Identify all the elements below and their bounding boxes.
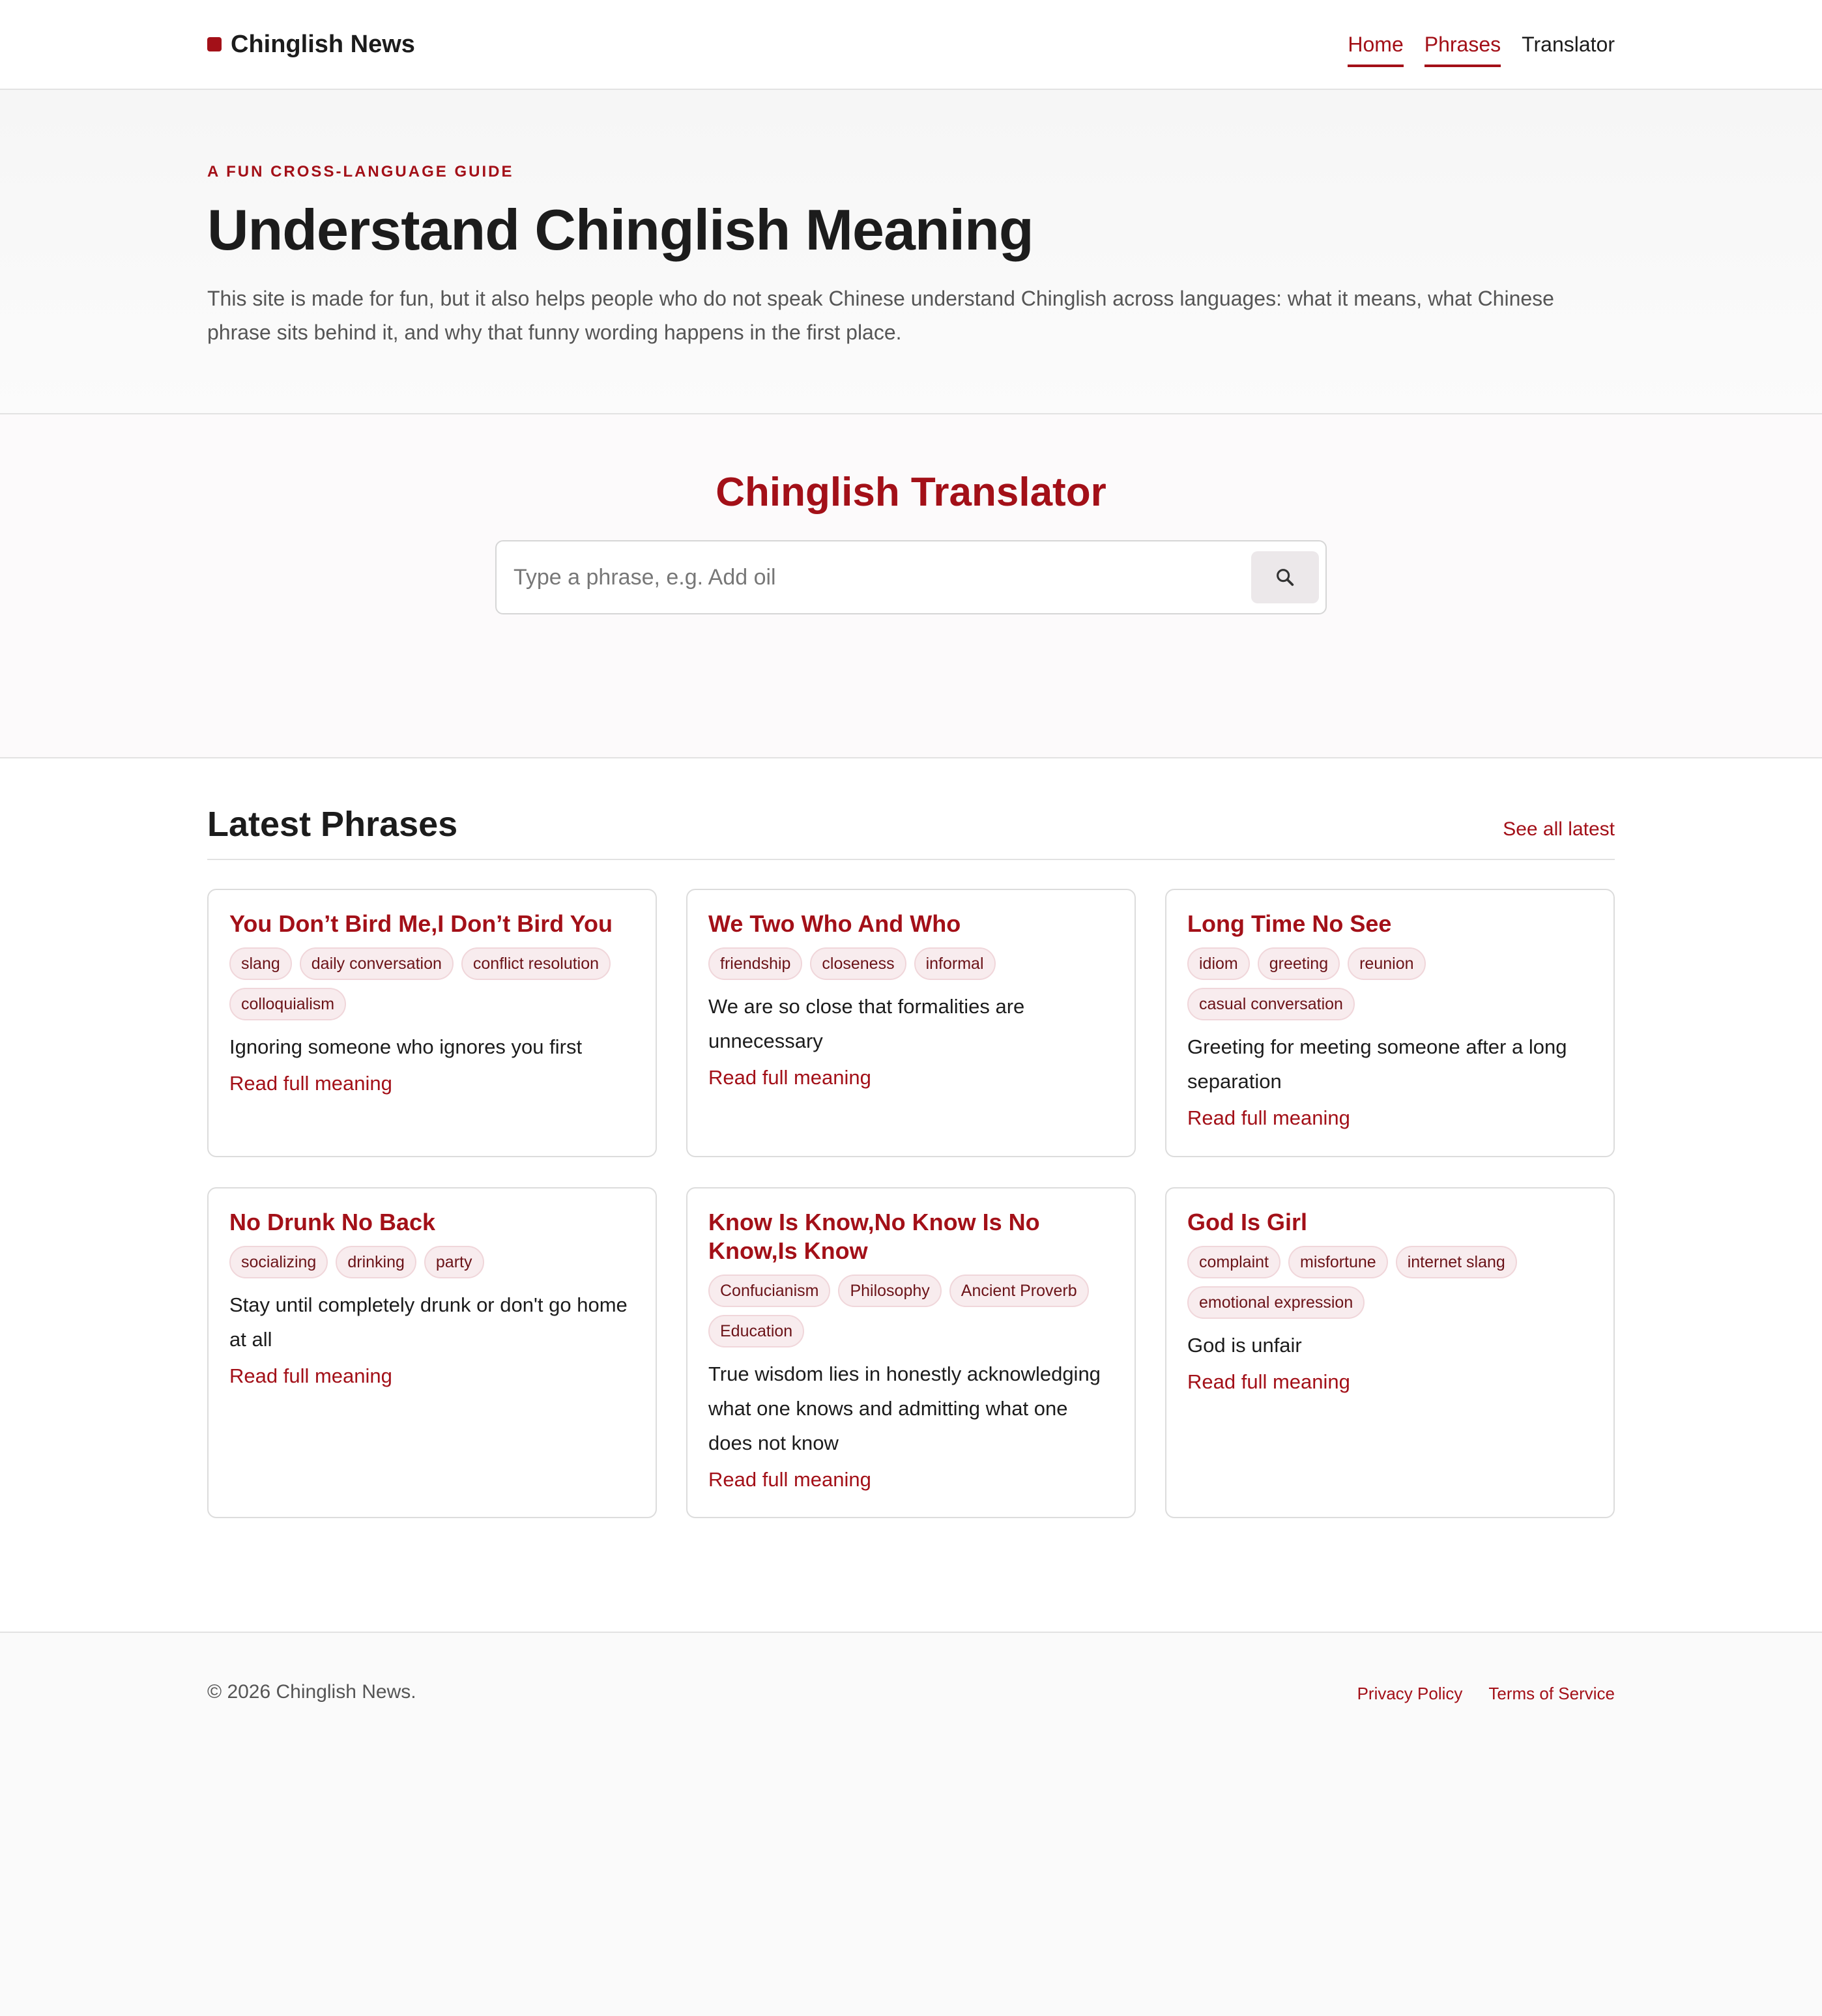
phrase-title[interactable]: We Two Who And Who — [708, 910, 961, 937]
tag[interactable]: socializing — [229, 1246, 328, 1278]
phrase-title[interactable]: Long Time No See — [1187, 910, 1392, 937]
read-full-meaning-link[interactable]: Read full meaning — [229, 1364, 392, 1387]
tag[interactable]: colloquialism — [229, 988, 346, 1020]
read-full-meaning-link[interactable]: Read full meaning — [708, 1468, 871, 1491]
phrase-description: True wisdom lies in honestly acknowledging what one knows and admitting what one does not know — [708, 1362, 1101, 1454]
tag[interactable]: greeting — [1258, 947, 1340, 980]
tag[interactable]: Confucianism — [708, 1274, 830, 1307]
phrase-description: God is unfair — [1187, 1334, 1302, 1357]
phrase-title[interactable]: God Is Girl — [1187, 1209, 1308, 1235]
tag[interactable]: Philosophy — [838, 1274, 941, 1307]
see-all-latest-link[interactable]: See all latest — [1503, 818, 1615, 840]
tag[interactable]: slang — [229, 947, 292, 980]
tag[interactable]: friendship — [708, 947, 802, 980]
tag[interactable]: party — [424, 1246, 484, 1278]
page-title: Understand Chinglish Meaning — [207, 197, 1034, 262]
phrase-card[interactable] — [686, 1187, 1136, 1518]
hero-section — [0, 90, 1822, 414]
latest-phrases-section — [0, 758, 1822, 1633]
tag[interactable]: complaint — [1187, 1246, 1280, 1278]
tag[interactable]: closeness — [810, 947, 906, 980]
footer-links — [1357, 1681, 1615, 1704]
tag[interactable]: emotional expression — [1187, 1286, 1365, 1319]
brand[interactable] — [207, 31, 415, 59]
tag[interactable]: misfortune — [1288, 1246, 1388, 1278]
main-nav — [1348, 0, 1615, 89]
site-footer — [0, 1633, 1822, 2016]
phrase-card[interactable] — [1165, 889, 1615, 1157]
translator-search-box — [495, 540, 1327, 614]
read-full-meaning-link[interactable]: Read full meaning — [1187, 1370, 1350, 1393]
tag-list — [1187, 1246, 1593, 1319]
privacy-policy-link[interactable]: Privacy Policy — [1357, 1684, 1463, 1703]
tag[interactable]: Education — [708, 1315, 804, 1347]
phrase-title[interactable]: Know Is Know,No Know Is No Know,Is Know — [708, 1209, 1040, 1264]
phrase-description: Greeting for meeting someone after a long separation — [1187, 1035, 1567, 1093]
read-full-meaning-link[interactable]: Read full meaning — [1187, 1106, 1350, 1129]
search-button[interactable] — [1251, 551, 1319, 603]
search-icon — [1274, 566, 1296, 588]
phrase-grid — [207, 889, 1615, 1518]
hero-description: This site is made for fun, but it also helps people who do not speak Chinese understand Chinglish across languages: what it means, what Chinese phrase sits behind it, and why that funny wording happens in the first place. — [207, 287, 1554, 344]
hero-eyebrow: A FUN CROSS-LANGUAGE GUIDE — [207, 163, 514, 180]
nav-home[interactable]: Home — [1348, 33, 1403, 67]
tag-list — [229, 947, 635, 1020]
phrase-description: Ignoring someone who ignores you first — [229, 1035, 583, 1058]
read-full-meaning-link[interactable]: Read full meaning — [708, 1066, 871, 1089]
translator-section — [0, 414, 1822, 758]
tag[interactable]: Ancient Proverb — [949, 1274, 1089, 1307]
tag[interactable]: informal — [914, 947, 996, 980]
terms-of-service-link[interactable]: Terms of Service — [1488, 1684, 1615, 1703]
phrase-title[interactable]: You Don’t Bird Me,I Don’t Bird You — [229, 910, 613, 937]
phrase-card[interactable] — [207, 1187, 657, 1518]
tag-list — [229, 1246, 635, 1278]
copyright: © 2026 Chinglish News. — [207, 1681, 416, 1703]
nav-phrases[interactable]: Phrases — [1424, 33, 1501, 67]
phrase-card[interactable] — [207, 889, 657, 1157]
brand-logo-icon — [207, 37, 222, 51]
latest-header — [207, 804, 1615, 860]
brand-name: Chinglish News — [231, 30, 415, 58]
translator-title: Chinglish Translator — [716, 470, 1106, 515]
phrase-description: Stay until completely drunk or don't go home at all — [229, 1293, 628, 1351]
tag-list — [708, 1274, 1114, 1347]
tag[interactable]: internet slang — [1396, 1246, 1517, 1278]
tag-list — [1187, 947, 1593, 1020]
read-full-meaning-link[interactable]: Read full meaning — [229, 1072, 392, 1095]
site-header — [0, 0, 1822, 90]
translator-input[interactable] — [512, 564, 1251, 591]
phrase-card[interactable] — [1165, 1187, 1615, 1518]
phrase-title[interactable]: No Drunk No Back — [229, 1209, 436, 1235]
tag[interactable]: idiom — [1187, 947, 1250, 980]
tag[interactable]: reunion — [1348, 947, 1425, 980]
nav-translator[interactable]: Translator — [1522, 32, 1615, 56]
phrase-description: We are so close that formalities are unnecessary — [708, 995, 1025, 1052]
tag[interactable]: drinking — [336, 1246, 416, 1278]
latest-title: Latest Phrases — [207, 805, 458, 844]
tag[interactable]: daily conversation — [300, 947, 454, 980]
tag[interactable]: conflict resolution — [461, 947, 611, 980]
tag-list — [708, 947, 1114, 980]
phrase-card[interactable] — [686, 889, 1136, 1157]
tag[interactable]: casual conversation — [1187, 988, 1355, 1020]
